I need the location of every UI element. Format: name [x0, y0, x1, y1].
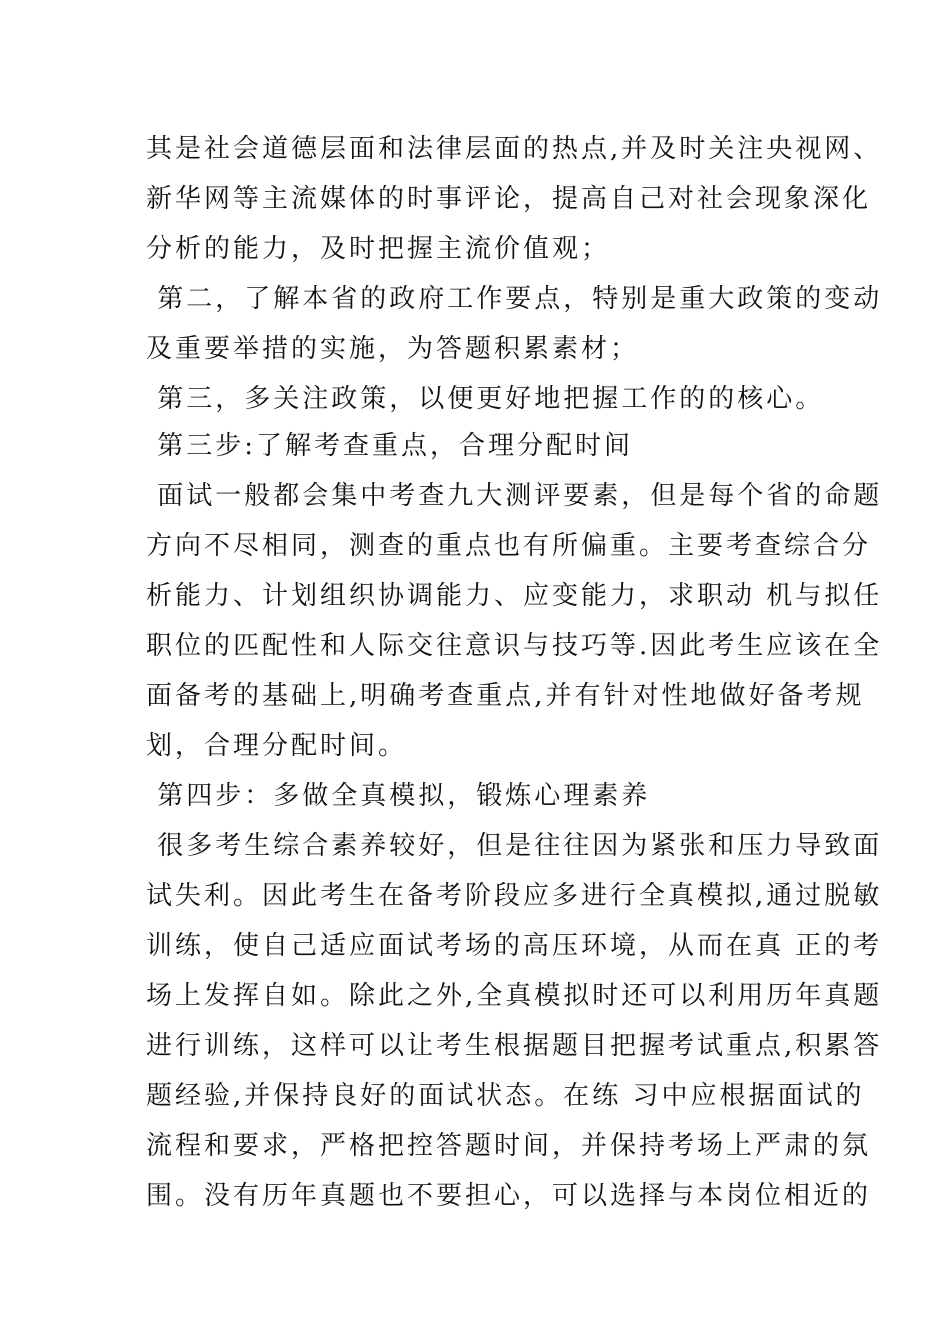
text-line: 其是社会道德层面和法律层面的热点,并及时关注央视网、 — [146, 134, 883, 164]
text-line: 很多考生综合素养较好，但是往往因为紧张和压力导致面 — [146, 831, 883, 861]
text-line: 进行训练，这样可以让考生根据题目把握考试重点,积累答 — [146, 1031, 883, 1061]
text-line: 第二，了解本省的政府工作要点，特别是重大政策的变动 — [146, 284, 883, 314]
text-line: 面试一般都会集中考查九大测评要素，但是每个省的命题 — [146, 481, 883, 511]
section-heading: 第三步:了解考查重点，合理分配时间 — [146, 431, 634, 461]
text-line: 试失利。因此考生在备考阶段应多进行全真模拟,通过脱敏 — [146, 881, 883, 911]
text-line: 面备考的基础上,明确考查重点,并有针对性地做好备考规 — [146, 681, 865, 711]
text-line: 职位的匹配性和人际交往意识与技巧等.因此考生应该在全 — [146, 631, 883, 661]
section-heading: 第四步：多做全真模拟，锻炼心理素养 — [146, 781, 651, 811]
text-line: 方向不尽相同，测查的重点也有所偏重。主要考查综合分 — [146, 531, 872, 561]
text-line: 训练，使自己适应面试考场的高压环境，从而在真 正的考 — [146, 931, 883, 961]
text-line: 第三，多关注政策，以便更好地把握工作的的核心。 — [146, 384, 825, 414]
text-line: 分析的能力，及时把握主流价值观； — [146, 234, 611, 264]
text-line: 划，合理分配时间。 — [146, 731, 408, 761]
text-line: 新华网等主流媒体的时事评论，提高自己对社会现象深化 — [146, 184, 872, 214]
text-line: 题经验,并保持良好的面试状态。在练 习中应根据面试的 — [146, 1081, 865, 1111]
text-line: 及重要举措的实施，为答题积累素材； — [146, 334, 640, 364]
text-line: 围。没有历年真题也不要担心，可以选择与本岗位相近的 — [146, 1181, 872, 1211]
text-line: 析能力、计划组织协调能力、应变能力，求职动 机与拟任 — [146, 581, 883, 611]
text-line: 场上发挥自如。除此之外,全真模拟时还可以利用历年真题 — [146, 981, 883, 1011]
text-line: 流程和要求，严格把控答题时间，并保持考场上严肃的氛 — [146, 1131, 872, 1161]
